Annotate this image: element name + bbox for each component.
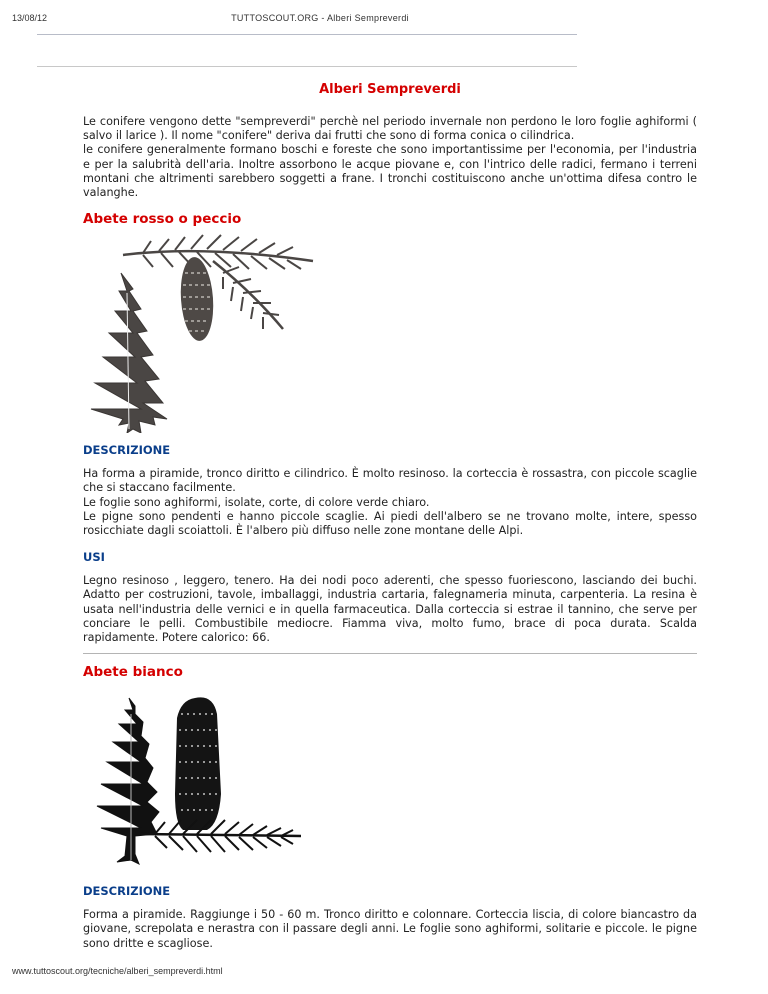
description-paragraph: Ha forma a piramide, tronco diritto e cilindrico. È molto resinoso. la corteccia è rossastra, con piccole scaglie che si staccano facilmente. (83, 467, 697, 495)
description-heading: DESCRIZIONE (83, 443, 171, 458)
fir-illustration (83, 684, 313, 874)
description-paragraph: Le pigne sono pendenti e hanno piccole scaglie. Ai piedi dell'albero se ne trovano molte, intere, spesso rosicchiate dagli scoiattoli. È l'albero più diffuso nelle zone montane delle Alpi. (83, 509, 697, 538)
article (83, 82, 697, 951)
page-title: Alberi Sempreverdi (319, 82, 461, 97)
fir-cone-icon (175, 698, 221, 831)
fir-branch-icon (141, 820, 301, 852)
fir-tree-icon (97, 698, 159, 864)
uses-paragraph: Legno resinoso , leggero, tenero. Ha dei nodi poco aderenti, che spesso fuoriescono, lasciando dei buchi. Adatto per costruzioni, tavole, imballaggi, industria cartaria, falegnameria minuta, carpenteria. La resina è usata nell'industria delle vernici e in quella farmaceutica. Dalla corteccia si estrae il tannino, che serve per conciare le pelli. Combustibile mediocre. Fiamma viva, molto fumo, brace di poca durata. Scalda rapidamente. Potere calorico: 66. (83, 574, 697, 645)
section-title-abete-bianco: Abete bianco (83, 664, 183, 681)
print-page-title: TUTTOSCOUT.ORG - Alberi Sempreverdi (231, 13, 409, 23)
print-footer-url: www.tuttoscout.org/tecniche/alberi_sempreverdi.html (12, 966, 223, 976)
spruce-illustration (83, 233, 323, 433)
section-divider (83, 653, 697, 654)
description-paragraph: Le foglie sono aghiformi, isolate, corte, di colore verde chiaro. (83, 495, 430, 509)
intro-paragraph: le conifere generalmente formano boschi e foreste che sono importantissime per l'economia, per l'industria e per la salubrità dell'aria. Inoltre assorbono le acque piovane e, con l'intrico delle radici, fermano i terreni montani che altrimenti sarebbero soggetti a frane. I tronchi costituiscono anche un'ottima difesa contro le valanghe. (83, 143, 697, 200)
header-divider (37, 34, 577, 35)
print-date: 13/08/12 (12, 13, 48, 23)
section-title-abete-rosso: Abete rosso o peccio (83, 211, 242, 228)
header-divider (37, 66, 577, 67)
spruce-branch-icon (123, 235, 313, 329)
intro-paragraph: Le conifere vengono dette "sempreverdi" perchè nel periodo invernale non perdono le loro foglie aghiformi ( salvo il larice ). Il nome "conifere" deriva dai frutti che sono di forma conica o cilindrica. (83, 115, 697, 143)
description-heading: DESCRIZIONE (83, 884, 171, 899)
spruce-cone-icon (178, 256, 216, 342)
description-paragraph: Forma a piramide. Raggiunge i 50 - 60 m. Tronco diritto e colonnare. Corteccia liscia, di colore biancastro da giovane, screpolata e nerastra con il passare degli anni. Le foglie sono aghiformi, solitarie e piccole. le pigne sono dritte e scagliose. (83, 908, 697, 950)
uses-heading: USI (83, 550, 105, 565)
spruce-tree-icon (91, 273, 167, 433)
